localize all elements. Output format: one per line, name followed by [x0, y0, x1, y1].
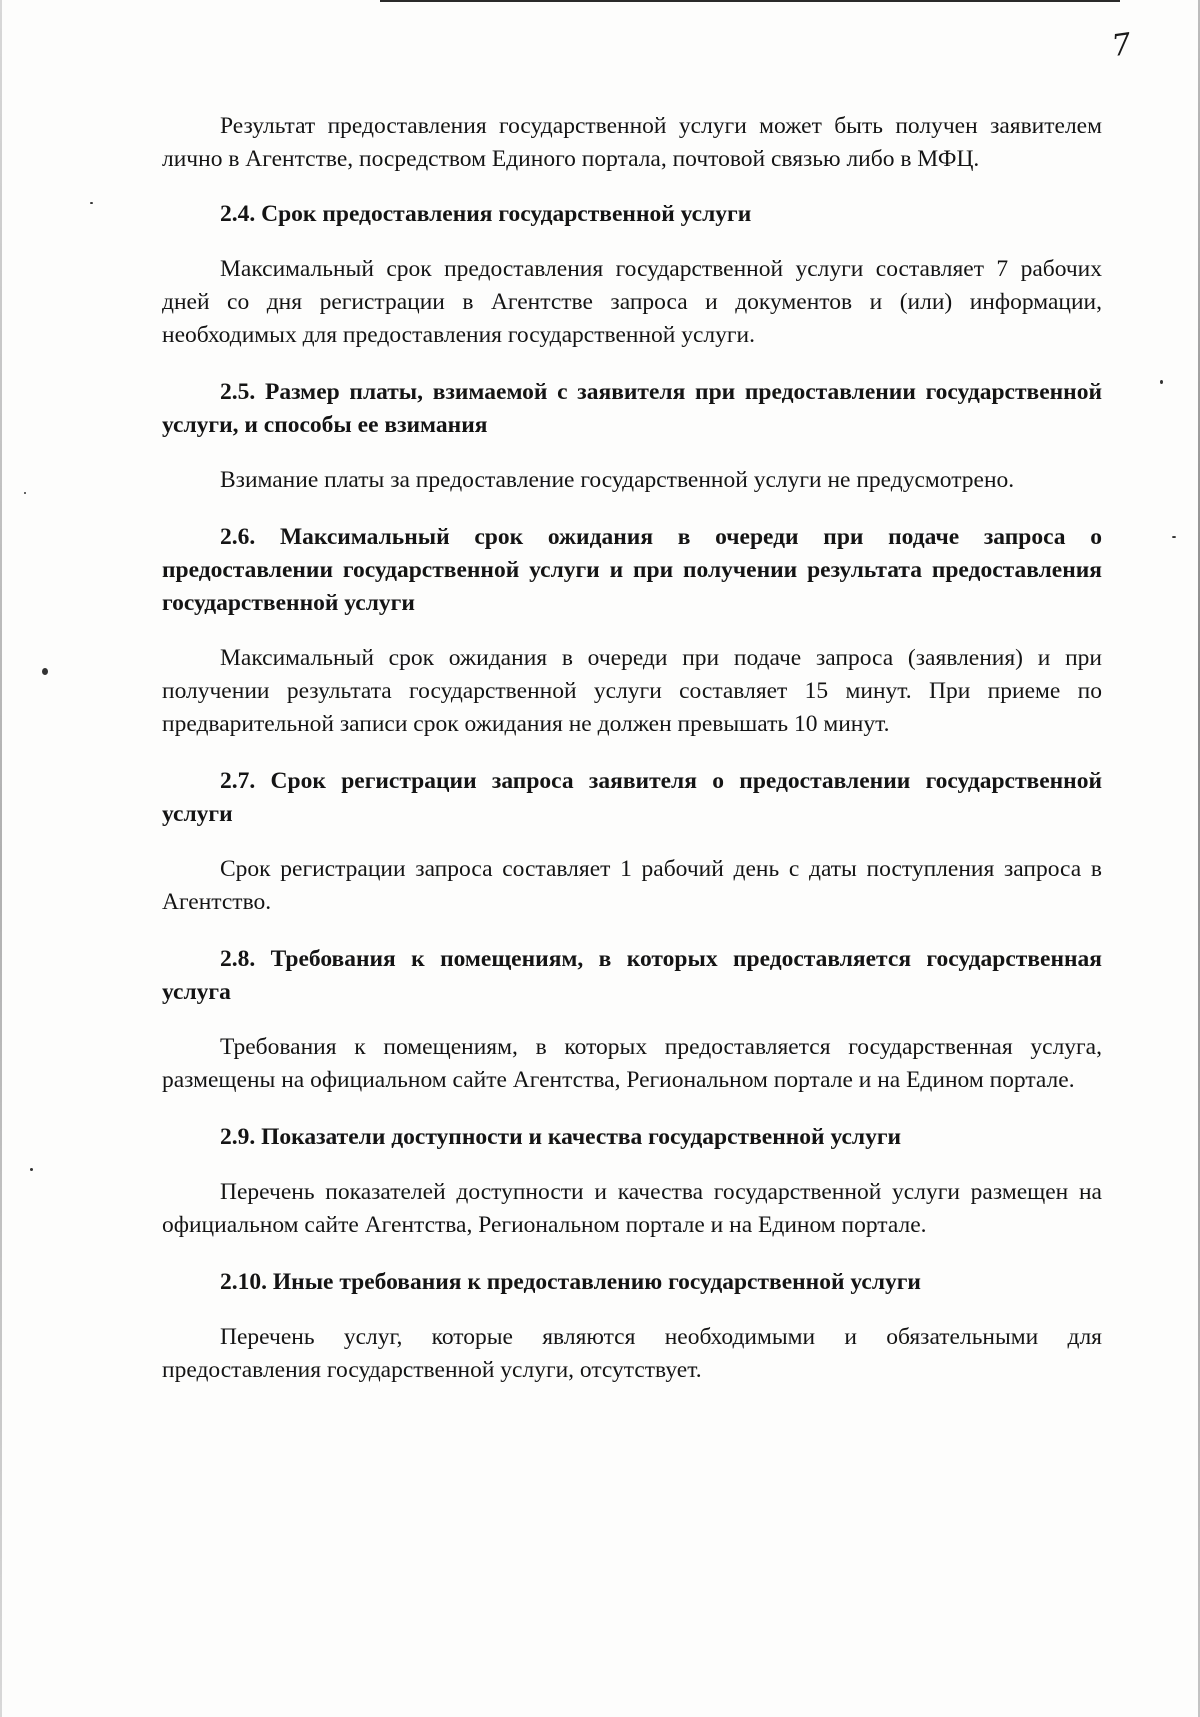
section-heading-2-7: 2.7. Срок регистрации запроса заявителя о предоставлении государственной услуги: [162, 768, 1102, 827]
section-body-2-5: Взимание платы за предоставление государственной услуги не предусмотрено.: [220, 467, 1015, 493]
section-body-2-9: Перечень показателей доступности и качества государственной услуги размещен на официальном сайте Агентства, Региональном портале и на Едином портале.: [162, 1179, 1102, 1238]
section-body-2-8: Требования к помещениям, в которых предоставляется государственная услуга, размещены на официальном сайте Агентства, Региональном портале и на Едином портале.: [162, 1034, 1102, 1093]
section-heading-2-4: 2.4. Срок предоставления государственной услуги: [220, 201, 752, 227]
section-heading-2-8: 2.8. Требования к помещениям, в которых предоставляется государственная услуга: [162, 946, 1102, 1005]
document-body: [162, 110, 1102, 1387]
intro-paragraph: Результат предоставления государственной услуги может быть получен заявителем лично в Агентстве, посредством Единого портала, почтовой связью либо в МФЦ.: [162, 113, 1102, 172]
section-heading-2-10: 2.10. Иные требования к предоставлению государственной услуги: [220, 1269, 921, 1295]
section-heading-2-9: 2.9. Показатели доступности и качества государственной услуги: [220, 1124, 902, 1150]
scan-speck: [24, 492, 26, 494]
section-heading-2-5: 2.5. Размер платы, взимаемой с заявителя при предоставлении государственной услуги, и способы ее взимания: [162, 379, 1102, 438]
scan-speck: [1160, 380, 1163, 384]
section-heading-2-6: 2.6. Максимальный срок ожидания в очереди при подаче запроса о предоставлении государственной услуги и при получении результата предоставления государственной услуги: [162, 524, 1102, 616]
scan-speck: [90, 202, 93, 204]
section-body-2-4: Максимальный срок предоставления государственной услуги составляет 7 рабочих дней со дня регистрации в Агентстве запроса и документов и (или) информации, необходимых для предоставления государственной услуги.: [162, 256, 1102, 348]
scan-speck: [42, 668, 48, 675]
scan-edge-top: [380, 0, 1120, 2]
scan-edge-left: [0, 0, 2, 1717]
section-body-2-7: Срок регистрации запроса составляет 1 рабочий день с даты поступления запроса в Агентство.: [162, 856, 1102, 915]
scan-speck: [1172, 536, 1176, 538]
section-body-2-10: Перечень услуг, которые являются необходимыми и обязательными для предоставления государственной услуги, отсутствует.: [162, 1324, 1102, 1383]
section-body-2-6: Максимальный срок ожидания в очереди при подаче запроса (заявления) и при получении результата государственной услуги составляет 15 минут. При приеме по предварительной записи срок ожидания не должен превышать 10 минут.: [162, 645, 1102, 737]
scan-speck: [30, 1168, 33, 1171]
handwritten-page-number: 7: [1109, 26, 1134, 65]
